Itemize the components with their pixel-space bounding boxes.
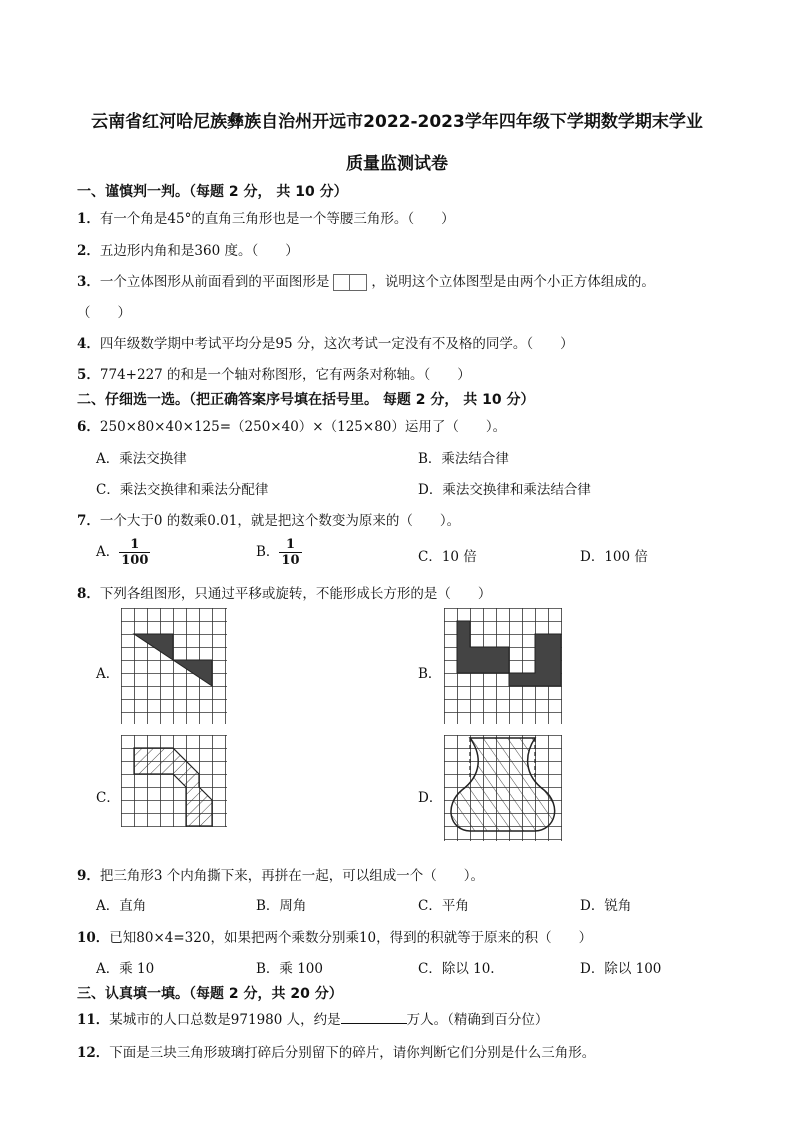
question-text-continued: 万人。（精确到百分位） [406, 1012, 549, 1028]
q9-option-a[interactable]: A．直角 [96, 898, 147, 914]
q7-option-c[interactable]: C．10 倍 [418, 549, 477, 565]
q8-option-d-label[interactable]: D． [418, 790, 443, 806]
q7-option-a[interactable] [96, 537, 150, 568]
question-number: 11． [77, 1012, 110, 1028]
question-number: 5． [77, 367, 100, 383]
question-text: 已知80×4=320，如果把两个乘数分别乘10，得到的积就等于原来的积（ ） [109, 930, 593, 946]
q8-option-b-label[interactable]: B． [418, 666, 442, 682]
q10-option-c[interactable]: C．除以 10. [418, 961, 495, 977]
q8-option-a-label[interactable]: A． [96, 666, 120, 682]
q10-option-a[interactable]: A．乘 10 [96, 961, 155, 977]
question-text: 五边形内角和是360 度。（ ） [99, 243, 299, 259]
q6-option-b[interactable]: B．乘法结合律 [418, 451, 509, 467]
answer-blank[interactable] [341, 1011, 407, 1024]
question-number: 12． [77, 1045, 110, 1061]
figure-b-grid [444, 608, 562, 724]
question-text: 250×80×40×125=（250×40）×（125×80）运用了（ ）。 [99, 419, 507, 435]
question-text: 把三角形3 个内角撕下来，再拼在一起，可以组成一个（ ）。 [99, 868, 485, 884]
question-text-continued: ，说明这个立体图型是由两个小正方体组成的。 [371, 274, 655, 290]
figure-c-grid [121, 735, 227, 827]
question-text: 774+227 的和是一个轴对称图形，它有两条对称轴。（ ） [99, 367, 471, 383]
question-number: 4． [77, 336, 100, 352]
question-6 [77, 415, 506, 435]
question-9 [77, 864, 484, 884]
question-text: 某城市的人口总数是971980 人，约是 [109, 1012, 341, 1028]
question-text: 下面是三块三角形玻璃打碎后分别留下的碎片，请你判断它们分别是什么三角形。 [109, 1045, 596, 1061]
question-7 [77, 509, 460, 529]
question-number: 6． [77, 419, 100, 435]
q6-option-c[interactable]: C．乘法交换律和乘法分配律 [96, 482, 269, 498]
figure-d-vase-shape [451, 738, 555, 831]
section-heading-choose: 二、仔细选一选。（把正确答案序号填在括号里。 每题 2 分， 共 10 分） [77, 392, 535, 408]
question-text: 下列各组图形，只通过平移或旋转，不能形成长方形的是（ ） [99, 586, 492, 602]
fraction-1-10: $\frac{1}{10}$ [281, 537, 300, 568]
question-1 [77, 207, 455, 227]
question-5 [77, 363, 471, 383]
question-number: 9． [77, 868, 100, 884]
question-8 [77, 582, 491, 602]
figure-a-grid [121, 608, 227, 724]
question-number: 8． [77, 586, 100, 602]
two-squares-figure [333, 274, 367, 291]
question-number: 3． [77, 274, 100, 290]
question-11 [77, 1008, 548, 1028]
q6-option-a[interactable]: A．乘法交换律 [96, 451, 187, 467]
question-2 [77, 239, 299, 259]
question-number: 7． [77, 513, 100, 529]
q6-option-d[interactable]: D．乘法交换律和乘法结合律 [418, 482, 591, 498]
page-title-line2: 质量监测试卷 [346, 154, 448, 174]
question-number: 10． [77, 930, 110, 946]
question-number: 2． [77, 243, 100, 259]
question-text: 有一个角是45°的直角三角形也是一个等腰三角形。（ ） [99, 211, 455, 227]
question-12 [77, 1041, 595, 1061]
figure-a-shape [134, 634, 212, 686]
figure-d-grid [444, 735, 562, 841]
question-text: 一个立体图形从前面看到的平面图形是 [99, 274, 330, 290]
question-text: 四年级数学期中考试平均分是95 分，这次考试一定没有不及格的同学。（ ） [99, 336, 574, 352]
q9-option-d[interactable]: D．锐角 [580, 898, 632, 914]
q10-option-b[interactable]: B．乘 100 [256, 961, 323, 977]
q8-option-c-label[interactable]: C． [96, 790, 120, 806]
question-4 [77, 332, 574, 352]
question-10 [77, 926, 592, 946]
fraction-1-100: $\frac{1}{100}$ [121, 537, 149, 568]
section-heading-judge: 一、谨慎判一判。（每题 2 分， 共 10 分） [77, 184, 348, 200]
page-title: 云南省红河哈尼族彝族自治州开远市2022-2023学年四年级下学期数学期末学业 [91, 112, 703, 132]
question-3-paren: （ ） [77, 305, 131, 321]
q7-option-d[interactable]: D．100 倍 [580, 549, 648, 565]
section-heading-fill: 三、认真填一填。（每题 2 分，共 20 分） [77, 986, 343, 1002]
question-3 [77, 270, 655, 291]
option-label: A． [96, 544, 120, 560]
figure-b-shape [457, 621, 561, 686]
option-label: B． [256, 544, 280, 560]
question-text: 一个大于0 的数乘0.01，就是把这个数变为原来的（ ）。 [99, 513, 461, 529]
q7-option-b[interactable] [256, 537, 302, 568]
q10-option-d[interactable]: D．除以 100 [580, 961, 662, 977]
q9-option-b[interactable]: B．周角 [256, 898, 307, 914]
question-number: 1． [77, 211, 100, 227]
figure-c-shape [134, 748, 212, 826]
q9-option-c[interactable]: C．平角 [418, 898, 469, 914]
